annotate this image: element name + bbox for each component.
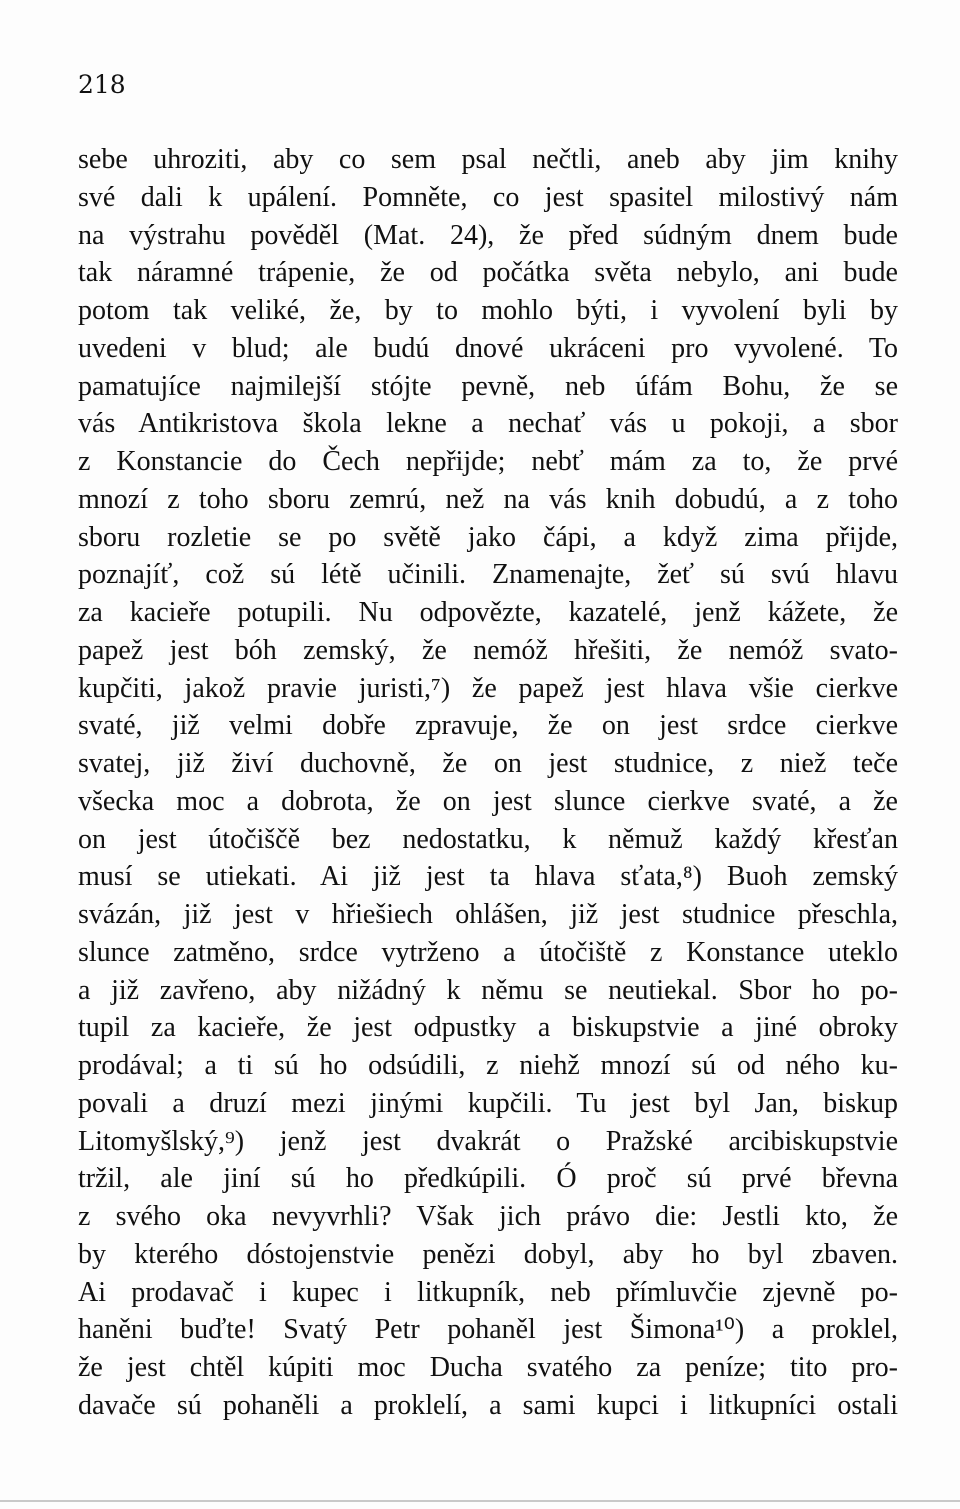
text-line: mnozí z toho sboru zemrú, než na vás knih dobudú, a z toho — [78, 483, 898, 515]
text-line: za kacieře potupili. Nu odpovězte, kazatelé, jenž kážete, že — [78, 597, 898, 628]
text-line: prodával; a ti sú ho odsúdili, z niehž mnozí sú od ného ku- — [78, 1050, 898, 1081]
text-line: tupil za kacieře, že jest odpustky a biskupstvie a jiné obroky — [78, 1012, 898, 1044]
text-line: Ai prodavač i kupec i litkupník, neb přímluvčie zjevně po- — [78, 1276, 898, 1308]
text-line: musí se utiekati. Ai již jest ta hlava sťata,⁸) Buoh zemský — [78, 861, 898, 893]
text-line: z svého oka nevyvrhli? Však jich právo die: Jestli kto, že — [78, 1201, 898, 1232]
body-text — [78, 141, 898, 1425]
text-line: vás Antikristova škola lekne a nechať vás u pokoji, a sbor — [78, 408, 898, 440]
text-line: z Konstancie do Čech nepřijde; nebť mám za to, že prvé — [78, 446, 898, 477]
text-line: by kterého dóstojenstvie penězi dobyl, aby ho byl zbaven. — [78, 1238, 898, 1270]
text-line: svatej, již živí duchovně, že on jest studnice, z niež teče — [78, 748, 898, 779]
text-line: poznajíť, což sú létě učinili. Znamenajte, žeť sú svú hlavu — [78, 559, 898, 591]
text-line: haněni buďte! Svatý Petr pohaněl jest Šimona¹⁰) a proklel, — [78, 1314, 898, 1346]
text-line: uvedeni v blud; ale budú dnové ukráceni pro vyvolené. To — [78, 332, 898, 364]
text-line: na výstrahu pověděl (Mat. 24), že před súdným dnem bude — [78, 219, 898, 251]
text-line: potom tak veliké, že, by to mohlo býti, i vyvolení byli by — [78, 295, 898, 326]
text-line: svaté, již velmi dobře zpravuje, že on jest srdce cierkve — [78, 710, 898, 742]
page-edge-rule — [0, 1500, 960, 1502]
text-line: Litomyšlský,⁹) jenž jest dvakrát o Pražské arcibiskupstvie — [78, 1125, 898, 1157]
text-line: davače sú pohaněli a proklelí, a sami kupci i litkupníci ostali — [78, 1389, 898, 1421]
page-number: 218 — [78, 70, 126, 99]
text-line: tak náramné trápenie, že od počátka světa nebylo, ani bude — [78, 257, 898, 289]
text-line: pamatujíce najmilejší stójte pevně, neb úfám Bohu, že se — [78, 370, 898, 402]
text-line: sebe uhroziti, aby co sem psal nečtli, aneb aby jim knihy — [78, 144, 898, 175]
text-line: kupčiti, jakož pravie juristi,⁷) že papež jest hlava všie cierkve — [78, 672, 898, 704]
text-line: že jest chtěl kúpiti moc Ducha svatého za peníze; tito pro- — [78, 1352, 898, 1383]
text-line: on jest útočiščě bez nedostatku, k němuž každý křesťan — [78, 823, 898, 855]
text-line: a již zavřeno, aby nižádný k němu se neutiekal. Sbor ho po- — [78, 974, 898, 1006]
text-line: povali a druzí mezi jinými kupčili. Tu jest byl Jan, biskup — [78, 1087, 898, 1119]
text-line: všecka moc a dobrota, že on jest slunce cierkve svaté, a že — [78, 785, 898, 817]
text-line: papež jest bóh zemský, že nemóž hřešiti, že nemóž svato- — [78, 634, 898, 666]
text-line: svázán, již jest v hřiešiech ohlášen, již jest studnice přeschla, — [78, 899, 898, 930]
text-line: své dali k upálení. Pomněte, co jest spasitel milostivý nám — [78, 181, 898, 213]
text-line: slunce zatměno, srdce vytrženo a útočiště z Konstance uteklo — [78, 936, 898, 968]
text-line: tržil, ale jiní sú ho předkúpili. Ó proč sú prvé břevna — [78, 1163, 898, 1195]
text-line: sboru rozletie se po světě jako čápi, a když zima přijde, — [78, 521, 898, 553]
